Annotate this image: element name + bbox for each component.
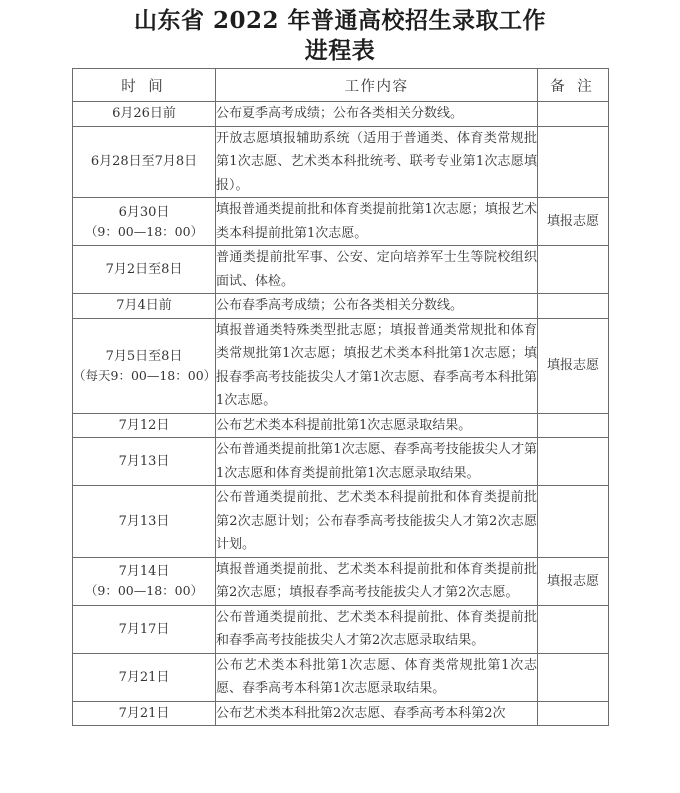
table-header (73, 69, 609, 102)
table-row (73, 605, 609, 653)
cell-time-main: 6月28日至7月8日 (90, 154, 198, 170)
table-row (73, 318, 609, 413)
cell-note (538, 438, 609, 486)
cell-work-text: 公布艺术类本科提前批第1次志愿录取结果。 (216, 417, 472, 433)
column-header-work-label: 工作内容 (344, 78, 409, 95)
cell-note (538, 605, 609, 653)
column-header-time (73, 69, 216, 102)
cell-time-sub: （9：00—18：00） (84, 223, 204, 239)
cell-note (538, 486, 609, 558)
cell-work-content (216, 605, 538, 653)
cell-time (73, 653, 216, 701)
cell-work-text: 公布普通类提前批第1次志愿、春季高考技能拔尖人才第1次志愿和体育类提前批第1次志愿录取结果。 (216, 442, 537, 481)
table-body (73, 102, 609, 726)
cell-note (538, 294, 609, 319)
cell-work-text: 填报普通类提前批、艺术类本科提前批和体育类提前批第2次志愿；填报春季高考技能拔尖人才第2次志愿。 (216, 561, 537, 600)
table-row (73, 557, 609, 605)
cell-time (73, 126, 216, 198)
cell-time (73, 318, 216, 413)
cell-time-main: 6月26日前 (112, 106, 176, 122)
progress-table (72, 68, 609, 726)
table-row (73, 653, 609, 701)
table-row (73, 413, 609, 438)
cell-time-sub: （9：00—18：00） (84, 583, 204, 598)
cell-note (538, 653, 609, 701)
cell-note (538, 126, 609, 198)
cell-work-text: 普通类提前批军事、公安、定向培养军士生等院校组织面试、体检。 (216, 250, 537, 289)
cell-work-content (216, 701, 538, 726)
table-row (73, 701, 609, 726)
cell-note: 填报志愿 (538, 318, 609, 413)
cell-work-text: 公布夏季高考成绩；公布各类相关分数线。 (216, 106, 464, 121)
cell-note (538, 701, 609, 726)
table-row (73, 198, 609, 246)
cell-work-content (216, 198, 538, 246)
cell-time-main: 7月2日至8日 (105, 262, 183, 277)
column-header-time-label: 时 间 (121, 78, 167, 95)
cell-work-content (216, 126, 538, 198)
cell-work-content (216, 486, 538, 558)
cell-time-main: 7月14日 (118, 564, 170, 579)
cell-time-main: 7月21日 (118, 705, 170, 721)
cell-work-content (216, 246, 538, 294)
column-header-work (216, 69, 538, 102)
cell-time-main: 7月4日前 (116, 298, 172, 314)
cell-work-text: 填报普通类特殊类型批志愿；填报普通类常规批和体育类常规批第1次志愿；填报艺术类本科批第1次志愿；填报春季高考技能拔尖人才第1次志愿、春季高考本科批第1次志愿。 (216, 322, 537, 408)
progress-table-container (72, 68, 608, 726)
cell-note (538, 102, 609, 127)
cell-time (73, 102, 216, 127)
page-title (0, 6, 680, 65)
cell-time (73, 294, 216, 319)
cell-work-text: 开放志愿填报辅助系统（适用于普通类、体育类常规批第1次志愿、艺术类本科批统考、联考专业第1次志愿填报）。 (216, 130, 537, 193)
cell-time (73, 413, 216, 438)
table-row (73, 486, 609, 558)
cell-time (73, 246, 216, 294)
cell-time (73, 438, 216, 486)
cell-time-main: 7月13日 (118, 454, 170, 469)
cell-work-text: 公布春季高考成绩；公布各类相关分数线。 (216, 298, 464, 313)
cell-work-content (216, 653, 538, 701)
cell-work-content (216, 557, 538, 605)
cell-work-content (216, 413, 538, 438)
cell-note: 填报志愿 (538, 557, 609, 605)
cell-time-main: 7月12日 (118, 417, 170, 433)
page-title-line-1: 山东省 2022 年普通高校招生录取工作 (133, 7, 547, 34)
cell-work-text: 公布普通类提前批、艺术类本科提前批、体育类提前批和春季高考技能拔尖人才第2次志愿录取结果。 (216, 609, 537, 648)
cell-work-text: 公布艺术类本科批第1次志愿、体育类常规批第1次志愿、春季高考本科第1次志愿录取结果。 (216, 657, 537, 696)
table-row (73, 126, 609, 198)
cell-time (73, 557, 216, 605)
table-row (73, 438, 609, 486)
cell-time (73, 486, 216, 558)
cell-note (538, 246, 609, 294)
cell-work-text: 填报普通类提前批和体育类提前批第1次志愿；填报艺术类本科提前批第1次志愿。 (216, 202, 537, 241)
cell-time-main: 7月17日 (118, 621, 170, 637)
cell-work-content (216, 318, 538, 413)
cell-work-content (216, 294, 538, 319)
column-header-note (538, 69, 609, 102)
cell-time-main: 7月21日 (118, 669, 170, 685)
cell-time-main: 7月5日至8日 (105, 348, 183, 364)
cell-work-text: 公布普通类提前批、艺术类本科提前批和体育类提前批第2次志愿计划；公布春季高考技能拔尖人才第2次志愿计划。 (216, 490, 537, 552)
page-title-line-2: 进程表 (304, 37, 376, 64)
cell-time (73, 701, 216, 726)
cell-time-sub: （每天9：00—18：00） (73, 367, 217, 383)
cell-time-main: 6月30日 (118, 204, 170, 220)
cell-work-content (216, 438, 538, 486)
cell-time (73, 605, 216, 653)
cell-time-main: 7月13日 (118, 513, 170, 529)
table-row (73, 102, 609, 127)
cell-work-text: 公布艺术类本科批第2次志愿、春季高考本科第2次 (216, 705, 506, 721)
cell-note (538, 413, 609, 438)
table-row (73, 294, 609, 319)
table-header-row (73, 69, 609, 102)
cell-work-content (216, 102, 538, 127)
cell-note: 填报志愿 (538, 198, 609, 246)
cell-time (73, 198, 216, 246)
column-header-note-label: 备 注 (550, 78, 596, 95)
table-row (73, 246, 609, 294)
